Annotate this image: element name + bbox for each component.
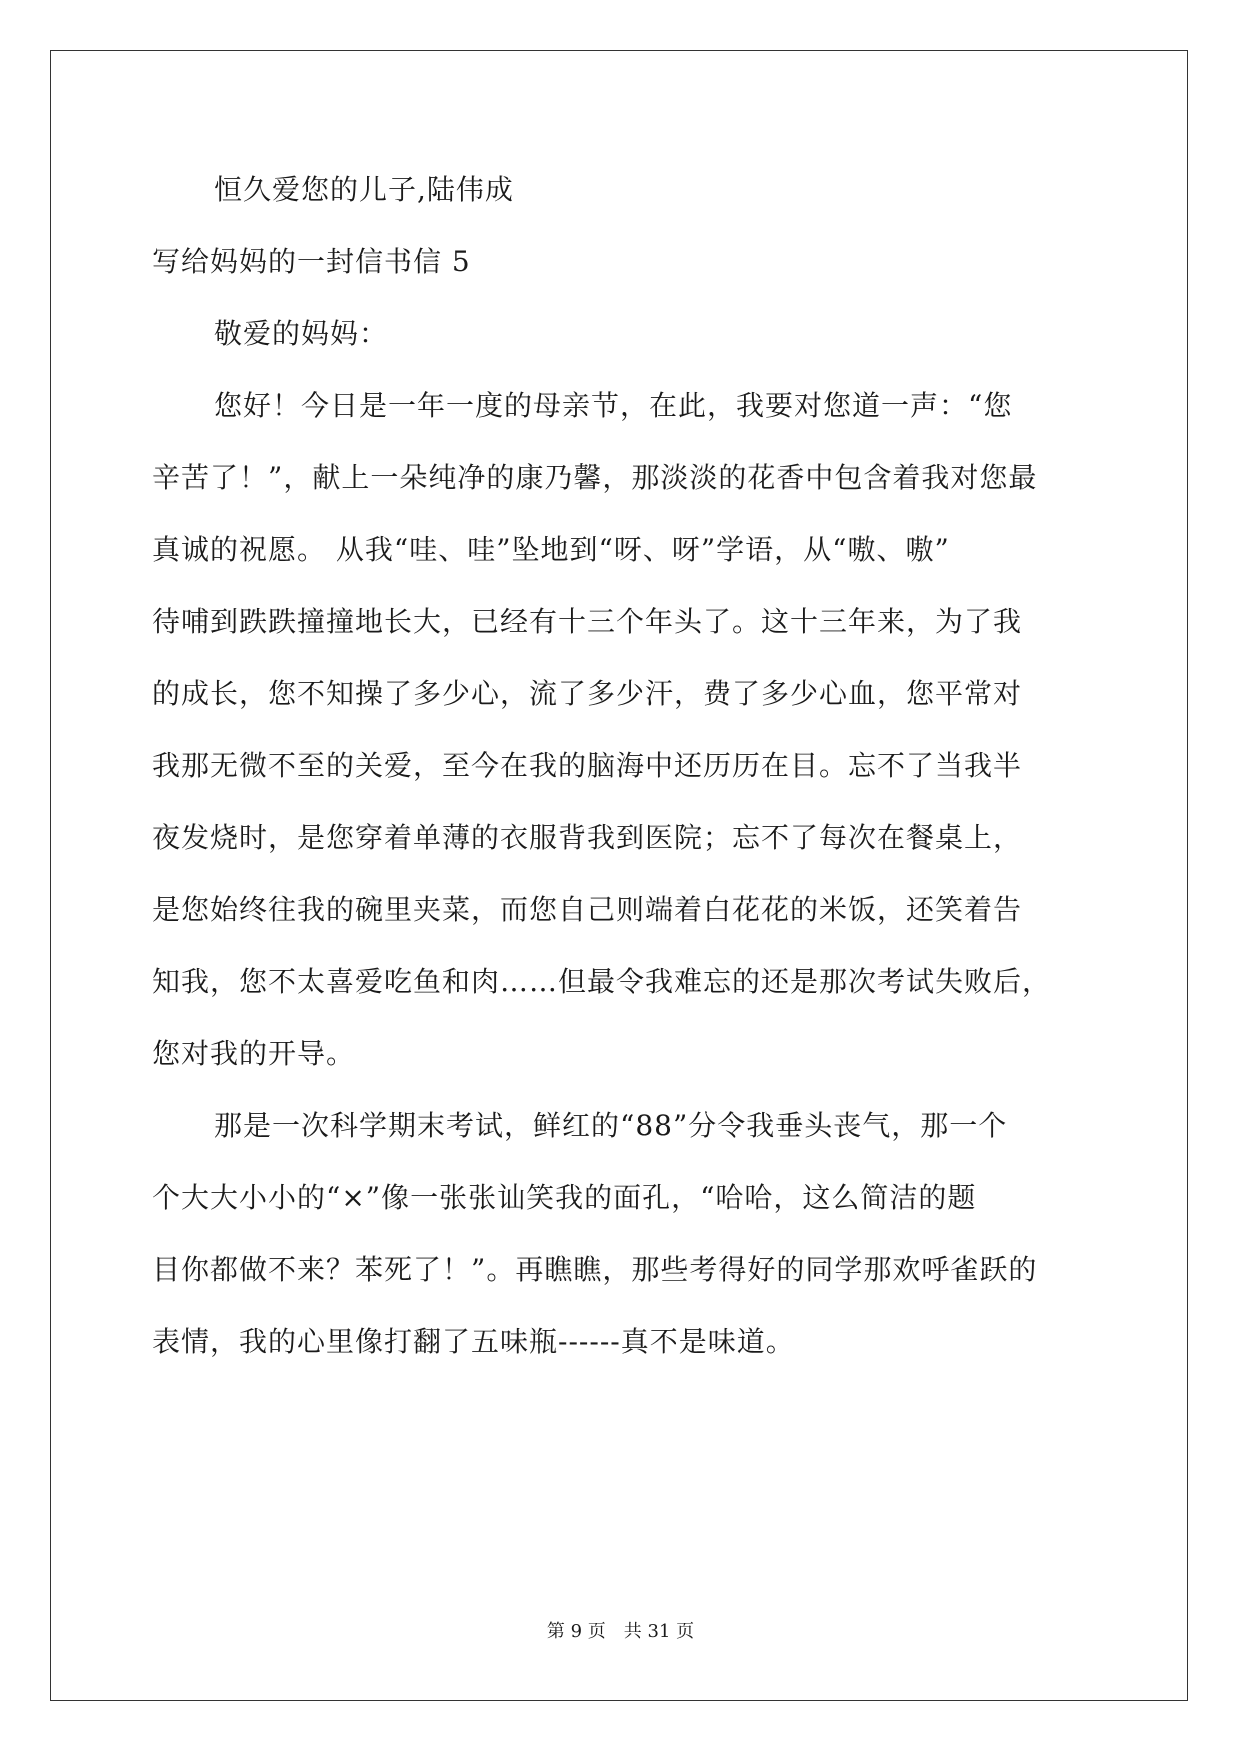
- paragraph-line: 的成长，您不知操了多少心，流了多少汗，费了多少心血，您平常对: [152, 677, 1023, 710]
- paragraph-line: 那是一次科学期末考试，鲜红的“88”分令我垂头丧气，那一个: [214, 1109, 1008, 1142]
- paragraph-line: 真诚的祝愿。 从我“哇、哇”坠地到“呀、呀”学语，从“嗷、嗷”: [152, 533, 950, 566]
- paragraph-line: 您好！今日是一年一度的母亲节，在此，我要对您道一声：“您: [214, 389, 1013, 422]
- paragraph-line: 待哺到跌跌撞撞地长大，已经有十三个年头了。这十三年来，为了我: [152, 605, 1023, 638]
- section-heading: 写给妈妈的一封信书信 5: [152, 245, 471, 278]
- paragraph-line: 夜发烧时，是您穿着单薄的衣服背我到医院；忘不了每次在餐桌上，: [152, 821, 1023, 854]
- page-number-footer: 第 9 页 共 31 页: [546, 1621, 695, 1642]
- paragraph-line: 辛苦了！”，献上一朵纯净的康乃馨，那淡淡的花香中包含着我对您最: [152, 461, 1038, 494]
- paragraph-line: 是您始终往我的碗里夹菜，而您自己则端着白花花的米饭，还笑着告: [152, 893, 1023, 926]
- letter-signature: 恒久爱您的儿子,陆伟成: [214, 173, 514, 206]
- letter-salutation: 敬爱的妈妈：: [214, 317, 389, 350]
- page-border: [50, 50, 1188, 1701]
- paragraph-line: 我那无微不至的关爱，至今在我的脑海中还历历在目。忘不了当我半: [152, 749, 1023, 782]
- paragraph-line: 个大大小小的“×”像一张张讪笑我的面孔，“哈哈，这么简洁的题: [152, 1181, 977, 1214]
- paragraph-line: 表情，我的心里像打翻了五味瓶------真不是味道。: [152, 1325, 795, 1358]
- paragraph-line: 知我，您不太喜爱吃鱼和肉……但最令我难忘的还是那次考试失败后，: [152, 965, 1052, 998]
- paragraph-line: 目你都做不来？苯死了！”。再瞧瞧，那些考得好的同学那欢呼雀跃的: [152, 1253, 1038, 1286]
- paragraph-line: 您对我的开导。: [152, 1037, 356, 1070]
